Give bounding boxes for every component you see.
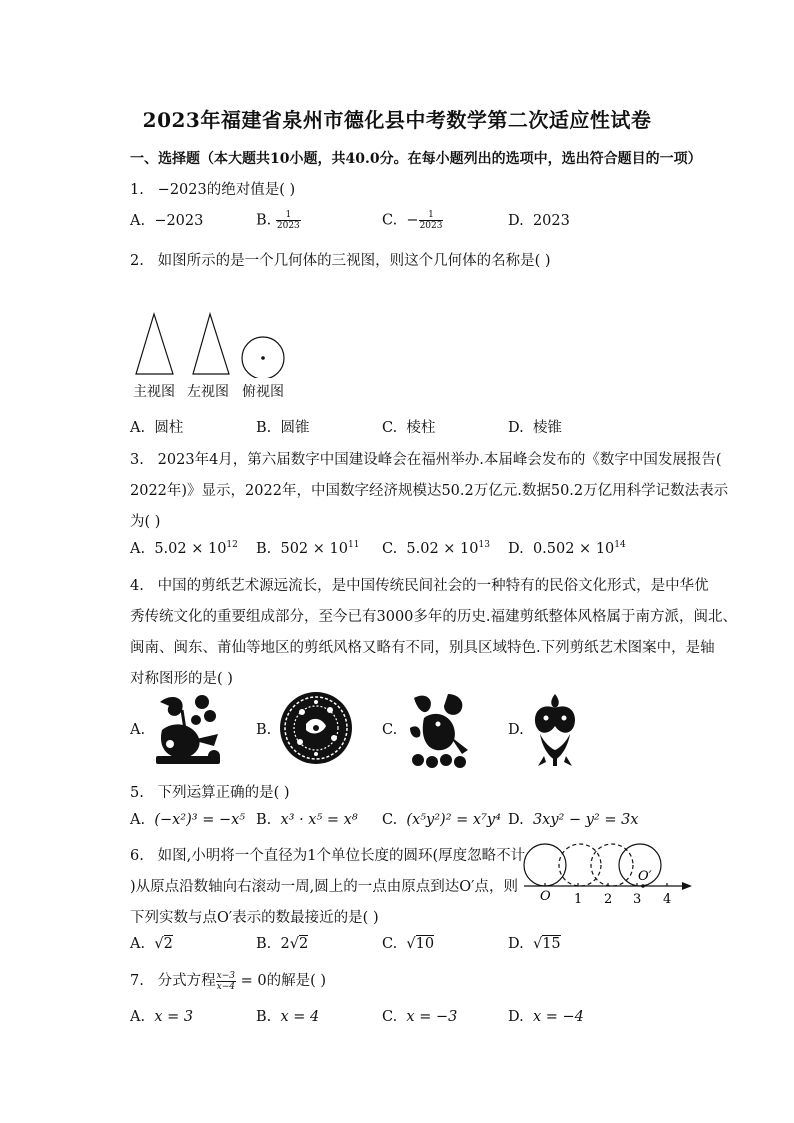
tick-label: 4 — [663, 892, 672, 907]
q6-option-b[interactable]: B. 2√2 — [256, 936, 309, 952]
point-o-prime — [641, 884, 645, 888]
q1-option-b[interactable] — [256, 210, 301, 231]
question-line: 为( ) — [130, 514, 161, 530]
q5-option-a[interactable]: A. (−x²)³ = −x⁵ — [130, 812, 246, 828]
papercut-symmetric-birds-icon — [530, 690, 580, 768]
question-stem: 下列运算正确的是( ) — [157, 785, 290, 801]
papercut-flowers-icon — [152, 690, 224, 768]
q4-option-c[interactable]: C. — [382, 722, 398, 738]
question-line: 对称图形的是( ) — [130, 671, 233, 687]
option-text: 棱锥 — [532, 420, 562, 436]
question-3 — [130, 448, 722, 469]
question-5 — [130, 781, 290, 802]
q5-option-b[interactable]: B. x³ · x⁵ = x⁸ — [256, 812, 358, 828]
papercut-bird-icon — [404, 688, 472, 770]
q6-option-d[interactable]: D. √15 — [508, 936, 561, 952]
q5-option-d[interactable]: D. 3xy² − y² = 3x — [508, 812, 639, 828]
start-circle-icon — [524, 844, 566, 886]
top-view-center-dot-icon — [261, 356, 265, 360]
q3-option-c[interactable]: C. $5.02 \times 10^{13}$ — [382, 540, 490, 557]
caption-side-view: 左视图 — [187, 384, 229, 400]
fraction: $\frac{x-3}{x-4}$ — [216, 970, 236, 992]
q2-option-c[interactable]: C. 棱柱 — [382, 420, 436, 436]
page-title: 2023年福建省泉州市德化县中考数学第二次适应性试卷 — [142, 108, 652, 132]
question-stem: 如图所示的是一个几何体的三视图，则这个几何体的名称是( ) — [157, 253, 551, 269]
rolling-circle-icon — [559, 844, 601, 886]
q3-option-d[interactable]: D. $0.502 \times 10^{14}$ — [508, 540, 626, 557]
q1-option-c[interactable]: C. − $\frac{1}{2023}$ — [382, 210, 443, 231]
q7-option-a[interactable]: A. x = 3 — [130, 1009, 194, 1025]
side-view-triangle-icon — [193, 314, 229, 374]
caption-top-view: 俯视图 — [242, 384, 284, 400]
option-text: 圆柱 — [154, 420, 184, 436]
option-label: D. — [508, 213, 524, 229]
tick-label: 3 — [633, 892, 642, 907]
question-line: 2023年4月，第六届数字中国建设峰会在福州举办.本届峰会发布的《数字中国发展报告( — [157, 452, 722, 468]
rolling-circle-number-line-figure — [520, 840, 696, 910]
q4-option-b[interactable]: B. — [256, 722, 272, 738]
question-line: 中国的剪纸艺术源远流长，是中国传统民间社会的一种特有的民俗文化形式，是中华优 — [157, 578, 709, 594]
option-text: x = −3 — [406, 1009, 458, 1025]
question-number: 2. — [130, 253, 144, 269]
question-line: 下列实数与点O′表示的数最接近的是( ) — [130, 910, 379, 926]
caption-front-view: 主视图 — [133, 384, 175, 400]
q4-option-d[interactable]: D. — [508, 722, 524, 738]
option-text: x = 4 — [280, 1009, 320, 1025]
option-text: x = 3 — [154, 1009, 194, 1025]
q2-option-d[interactable]: D. 棱锥 — [508, 420, 562, 436]
rolling-circle-icon — [591, 844, 633, 886]
option-text: −2023 — [154, 213, 204, 229]
question-line: 2022年)》显示，2022年，中国数字经济规模达50.2万亿元.数据50.2万亿用科学记数法表示 — [130, 483, 729, 499]
fraction: $\frac{1}{2023}$ — [419, 210, 443, 231]
q6-option-a[interactable]: A. √2 — [130, 936, 173, 952]
q3-option-b[interactable]: B. $502 \times 10^{11}$ — [256, 540, 360, 557]
sqrt-icon: √ — [289, 936, 299, 952]
q2-option-b[interactable]: B. 圆锥 — [256, 420, 310, 436]
question-line: 秀传统文化的重要组成部分，至今已有3000多年的历史.福建剪纸整体风格属于南方派，闽北、 — [130, 609, 738, 625]
papercut-round-medallion-icon — [278, 690, 354, 766]
option-text: 圆锥 — [280, 420, 310, 436]
option-text: (x⁵y²)² = x⁷y⁴ — [406, 812, 501, 828]
three-views-figure — [128, 308, 298, 378]
label-origin: O — [540, 889, 551, 904]
axis-arrow-icon — [682, 882, 692, 890]
question-number: 7. — [130, 973, 144, 989]
option-label: A. — [130, 213, 146, 229]
question-number: 4. — [130, 578, 144, 594]
sqrt-icon: √ — [406, 936, 416, 952]
q5-option-c[interactable]: C. (x⁵y²)² = x⁷y⁴ — [382, 812, 501, 828]
fraction: $\frac{1}{2023}$ — [276, 210, 300, 231]
question-line: 如图,小明将一个直径为1个单位长度的圆环(厚度忽略不计 — [157, 848, 526, 864]
question-7: 7. 分式方程 $\frac{x-3}{x-4}$ = 0的解是( ) — [130, 970, 327, 992]
option-text: x = −4 — [532, 1009, 584, 1025]
option-text: 3xy² − y² = 3x — [532, 812, 639, 828]
question-number: 6. — [130, 848, 144, 864]
front-view-triangle-icon — [136, 314, 173, 374]
q7-option-d[interactable]: D. x = −4 — [508, 1009, 584, 1025]
question-number: 1. — [130, 182, 144, 198]
question-stem: −2023的绝对值是( ) — [157, 182, 296, 198]
question-4 — [130, 574, 709, 595]
q1-option-a[interactable] — [130, 213, 203, 229]
question-1 — [130, 178, 295, 199]
q6-option-c[interactable]: C. √10 — [382, 936, 435, 952]
question-6 — [130, 844, 525, 865]
option-text: 2023 — [532, 213, 570, 229]
tick-label: 2 — [604, 892, 613, 907]
option-label: B. — [256, 212, 272, 229]
question-line: )从原点沿数轴向右滚动一周,圆上的一点由原点到达O′点，则 — [130, 879, 518, 895]
q3-option-a[interactable]: A. $5.02 \times 10^{12}$ — [130, 540, 238, 557]
sqrt-icon: √ — [154, 936, 164, 952]
option-label: C. — [382, 212, 398, 229]
section-header: 一、选择题（本大题共10小题，共40.0分。在每小题列出的选项中，选出符合题目的一项） — [130, 151, 702, 167]
tick-label: 1 — [574, 892, 583, 907]
q7-option-c[interactable]: C. x = −3 — [382, 1009, 458, 1025]
sqrt-icon: √ — [532, 936, 543, 952]
label-o-prime: O′ — [638, 869, 652, 884]
q4-option-a[interactable]: A. — [130, 722, 146, 738]
q2-option-a[interactable]: A. 圆柱 — [130, 420, 184, 436]
question-number: 3. — [130, 452, 144, 468]
question-line: 闽南、闽东、莆仙等地区的剪纸风格又略有不同，别具区域特色.下列剪纸艺术图案中，是轴 — [130, 640, 715, 656]
option-text: (−x²)³ = −x⁵ — [154, 812, 246, 828]
option-text: 棱柱 — [406, 420, 436, 436]
question-2 — [130, 249, 551, 270]
question-number: 5. — [130, 785, 144, 801]
q1-option-d[interactable] — [508, 213, 570, 229]
option-text: x³ · x⁵ = x⁸ — [280, 812, 358, 828]
q7-option-b[interactable]: B. x = 4 — [256, 1009, 320, 1025]
